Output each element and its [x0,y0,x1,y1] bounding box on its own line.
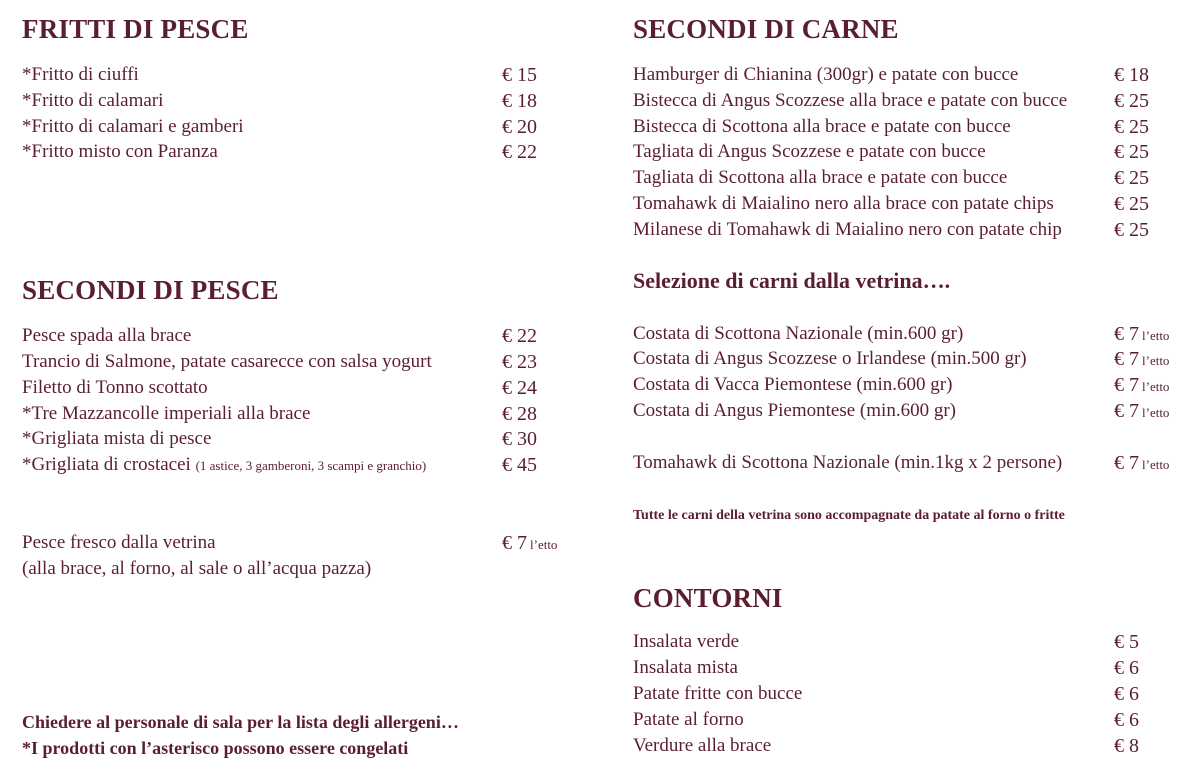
item-price: € 6 [1114,683,1139,705]
item-name: Costata di Vacca Piemontese (min.600 gr) [633,374,953,395]
price-unit: l’etto [1142,328,1170,343]
item-price [1114,321,1169,349]
vetrina-note: Tutte le carni della vetrina sono accompagnate da patate al forno o fritte [633,508,1065,523]
item-name: Costata di Angus Piemontese (min.600 gr) [633,400,956,421]
contorni-title: CONTORNI [633,583,783,613]
item-price [1114,372,1169,400]
item-price: € 25 [1114,116,1149,138]
item-price: € 30 [502,428,537,450]
item-name: Costata di Angus Scozzese o Irlandese (min.500 gr) [633,348,1027,369]
item-name: *Fritto di calamari e gamberi [22,116,244,137]
item-price: € 25 [1114,167,1149,189]
item-price: € 24 [502,377,537,399]
price-unit: l’etto [1142,405,1170,420]
price-value: € 7 [1114,348,1139,370]
price-value: € 7 [1114,452,1139,474]
item-name: Tagliata di Scottona alla brace e patate con bucce [633,167,1008,188]
item-price: € 25 [1114,193,1149,215]
item-name: *Fritto di ciuffi [22,64,139,85]
item-price: € 45 [502,454,537,476]
item-price: € 20 [502,116,537,138]
item-price [502,530,557,558]
price-unit: l’etto [1142,457,1170,472]
item-price [1114,398,1169,426]
item-name: Pesce fresco dalla vetrina [22,532,216,553]
item-name: Bistecca di Scottona alla brace e patate con bucce [633,116,1011,137]
item-name: Insalata mista [633,657,738,678]
item-price: € 25 [1114,141,1149,163]
item-name: Tomahawk di Maialino nero alla brace con patate chips [633,193,1054,214]
item-name: Pesce spada alla brace [22,325,192,346]
secondi-pesce-title: SECONDI DI PESCE [22,275,279,305]
fritti-title: FRITTI DI PESCE [22,14,249,44]
item-name: Filetto di Tonno scottato [22,377,208,398]
item-name: Milanese di Tomahawk di Maialino nero con patate chip [633,219,1062,240]
item-price: € 22 [502,325,537,347]
item-price: € 22 [502,141,537,163]
item-name [22,452,426,479]
item-name-text: *Grigliata di crostacei [22,454,191,475]
secondi-carne-title: SECONDI DI CARNE [633,14,899,44]
item-name: *Fritto misto con Paranza [22,141,218,162]
item-name: *Fritto di calamari [22,90,164,111]
price-value: € 7 [1114,323,1139,345]
price-value: € 7 [1114,374,1139,396]
item-price: € 28 [502,403,537,425]
item-price: € 25 [1114,219,1149,241]
item-price: € 18 [502,90,537,112]
allergens-note: Chiedere al personale di sala per la lista degli allergeni… [22,712,459,732]
item-name: Hamburger di Chianina (300gr) e patate con bucce [633,64,1019,85]
item-price: € 15 [502,64,537,86]
item-name: Verdure alla brace [633,735,772,756]
price-unit: l’etto [1142,353,1170,368]
vetrina-title: Selezione di carni dalla vetrina…. [633,268,951,293]
item-name: Tomahawk di Scottona Nazionale (min.1kg x 2 persone) [633,452,1063,473]
price-value: € 7 [502,532,527,554]
price-unit: l’etto [530,537,558,552]
item-price: € 6 [1114,709,1139,731]
item-price: € 18 [1114,64,1149,86]
item-name: Trancio di Salmone, patate casarecce con salsa yogurt [22,351,432,372]
item-name: Patate al forno [633,709,744,730]
item-name: Insalata verde [633,631,740,652]
item-name: *Tre Mazzancolle imperiali alla brace [22,403,311,424]
item-detail: (1 astice, 3 gamberoni, 3 scampi e granchio) [195,458,427,473]
item-price: € 23 [502,351,537,373]
item-name: Tagliata di Angus Scozzese e patate con bucce [633,141,986,162]
item-price: € 6 [1114,657,1139,679]
item-name: Costata di Scottona Nazionale (min.600 gr) [633,323,964,344]
price-unit: l’etto [1142,379,1170,394]
item-price: € 25 [1114,90,1149,112]
item-price [1114,450,1169,478]
item-price [1114,346,1169,374]
fresh-fish-note: (alla brace, al forno, al sale o all’acqua pazza) [22,558,372,579]
item-name: *Grigliata mista di pesce [22,428,212,449]
frozen-note: *I prodotti con l’asterisco possono essere congelati [22,738,409,758]
item-name: Bistecca di Angus Scozzese alla brace e patate con bucce [633,90,1068,111]
item-price: € 8 [1114,735,1139,757]
item-price: € 5 [1114,631,1139,653]
price-value: € 7 [1114,400,1139,422]
item-name: Patate fritte con bucce [633,683,803,704]
